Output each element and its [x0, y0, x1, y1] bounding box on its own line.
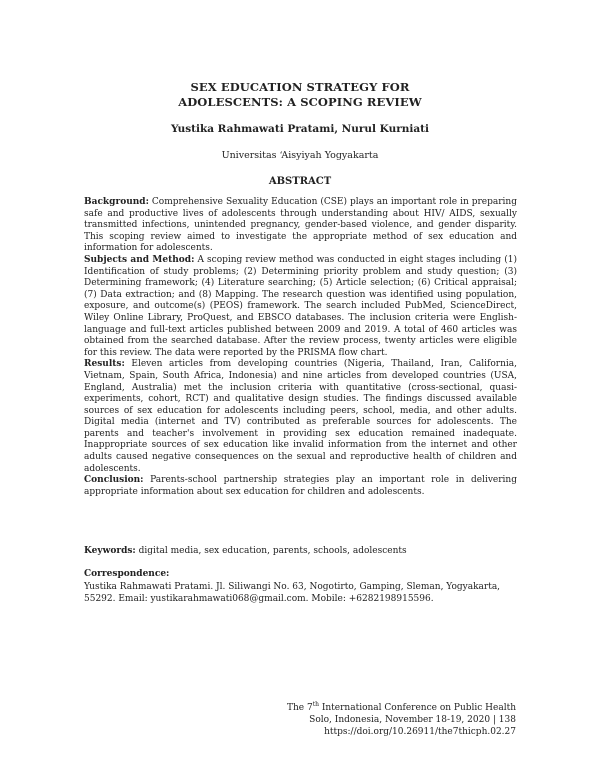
subjects-text: A scoping review method was conducted in eight stages including (1) Identification of study problems; (2) Determining priority problem and study question; (3) Determining framework; (4) Literature searching; (5) Article selection; (6) Critical appraisal; (7) Data extraction; and (8) Mapping. The research question was identified using population, exposure, and outcome(s) (PEOS) framework. The search included PubMed, ScienceDirect, Wiley Online Library, ProQuest, and EBSCO databases. The inclusion criteria were English-language and full-text articles published between 2009 and 2019. A total of 460 articles was obtained from the searched database. After the review process, twenty articles were eligible for this review. The data were reported by the PRISMA flow chart.: [84, 254, 517, 358]
title-line-2: ADOLESCENTS: A SCOPING REVIEW: [178, 95, 422, 109]
correspondence: [84, 568, 517, 606]
footer-conf-prefix: The 7: [286, 703, 313, 713]
footer-location: Solo, Indonesia, November 18-19, 2020 | 138: [309, 715, 516, 725]
correspondence-text: Yustika Rahmawati Pratami. Jl. Siliwangi No. 63, Nogotirto, Gamping, Sleman, Yogyakarta, 55292. Email: yustikarahmawati068@gmail.com. Mobile: +6282198915596.: [84, 581, 501, 605]
background-text: Comprehensive Sexuality Education (CSE) plays an important role in preparing safe and productive lives of adolescents through understanding about HIV/ AIDS, sexually transmitted infections, unintended pregnancy, gender-based violence, and gender disparity. This scoping review aimed to investigate the appropriate method of sex education and information for adolescents.: [84, 197, 517, 254]
authors: Yustika Rahmawati Pratami, Nurul Kurniati: [170, 123, 430, 135]
footer-conference: [216, 702, 516, 714]
abstract-conclusion: [84, 475, 517, 498]
abstract-results: [84, 359, 517, 475]
footer-conf-suffix: International Conference on Public Health: [318, 703, 516, 713]
page-footer: [216, 702, 516, 738]
keywords-label: Keywords:: [84, 546, 136, 556]
subjects-label: Subjects and Method:: [84, 254, 195, 265]
abstract-body: [84, 197, 517, 498]
correspondence-label: Correspondence:: [84, 569, 170, 579]
results-text: Eleven articles from developing countries (Nigeria, Thailand, Iran, California, Vietnam, Spain, South Africa, Indonesia) and nine articles from developed countries (USA, England, Australia) met the inclusion criteria with quantitative (cross-sectional, quasi-experiments, cohort, RCT) and qualitative design studies. The findings discussed available sources of sex education for adolescents including peers, school, media, and other adults. Digital media (internet and TV) contributed as preferable sources for adolescents. The parents and teacher's involvement in providing sex education remained inadequate. Inappropriate sources of sex education like invalid information from the internet and other adults caused negative consequences on the sexual and reproductive health of children and adolescents.: [84, 359, 517, 474]
keywords-text: digital media, sex education, parents, schools, adolescents: [135, 546, 407, 556]
footer-conf-sup: th: [312, 701, 319, 708]
abstract-subjects-method: [84, 255, 517, 359]
paper-title: [0, 80, 600, 110]
affiliation: Universitas ‘Aisyiyah Yogyakarta: [221, 150, 379, 161]
results-label: Results:: [84, 359, 125, 370]
conclusion-text: Parents-school partnership strategies play an important role in delivering appropriate information about sex education for children and adolescents.: [84, 475, 517, 497]
abstract-background: [84, 197, 517, 255]
footer-doi[interactable]: https://doi.org/10.26911/the7thicph.02.27: [324, 727, 516, 737]
keywords: [84, 545, 517, 557]
abstract-heading: ABSTRACT: [268, 176, 332, 187]
background-label: Background:: [84, 197, 149, 207]
title-line-1: SEX EDUCATION STRATEGY FOR: [190, 80, 410, 94]
conclusion-label: Conclusion:: [84, 475, 144, 486]
